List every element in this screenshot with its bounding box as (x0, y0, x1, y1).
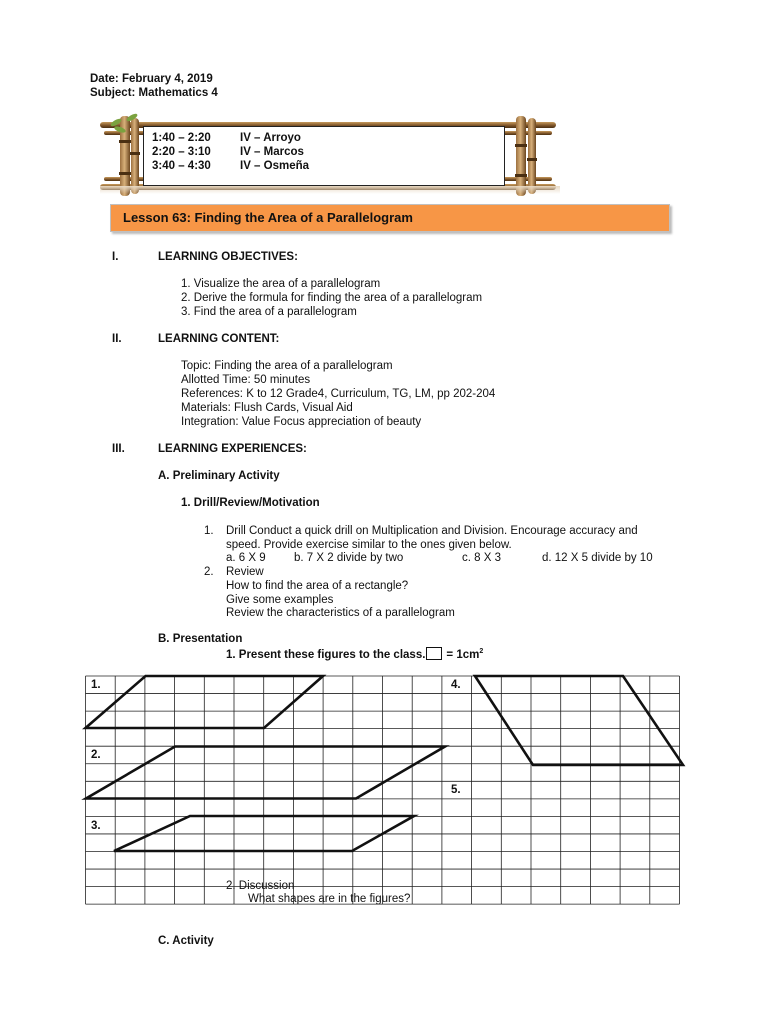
objective-item-3: 3. Find the area of a parallelogram (181, 306, 357, 318)
content-time: Allotted Time: 50 minutes (181, 374, 311, 386)
content-references: References: K to 12 Grade4, Curriculum, TG, LM, pp 202-204 (181, 388, 496, 400)
exercise-b: b. 7 X 2 divide by two (294, 552, 404, 564)
parallelogram-4 (475, 676, 683, 765)
schedule-time-2: 2:20 – 3:10 (152, 146, 211, 158)
objective-item-1: 1. Visualize the area of a parallelogram (181, 278, 381, 290)
content-integration: Integration: Value Focus appreciation of beauty (181, 416, 422, 428)
date-line: Date: February 4, 2019 (90, 73, 213, 85)
section3-title: LEARNING EXPERIENCES: (158, 443, 307, 455)
preliminary-activity-title: A. Preliminary Activity (158, 470, 280, 482)
present-text: 1. Present these figures to the class. (226, 649, 426, 661)
figure-label-2: 2. (91, 749, 101, 761)
schedule-time-3: 3:40 – 4:30 (152, 160, 211, 172)
activity-title: C. Activity (158, 935, 214, 947)
section1-title: LEARNING OBJECTIVES: (158, 251, 298, 263)
figure-label-3: 3. (91, 820, 101, 832)
section3-numeral: III. (112, 443, 125, 455)
subject-line: Subject: Mathematics 4 (90, 87, 218, 99)
schedule-section-2: IV – Marcos (240, 146, 304, 158)
section2-numeral: II. (112, 333, 122, 345)
drill-heading: 1. Drill/Review/Motivation (181, 497, 320, 509)
exercise-c: c. 8 X 3 (462, 552, 501, 564)
content-topic: Topic: Finding the area of a parallelogram (181, 360, 393, 372)
review-number: 2. (204, 566, 214, 578)
unit-superscript: 2 (479, 648, 484, 656)
discussion-title: 2. Discussion (226, 880, 295, 892)
review-line-4: Review the characteristics of a parallelogram (226, 607, 455, 619)
schedule-time-1: 1:40 – 2:20 (152, 132, 211, 144)
exercise-a: a. 6 X 9 (226, 552, 266, 564)
objective-item-2: 2. Derive the formula for finding the area of a parallelogram (181, 292, 483, 304)
parallelogram-2 (86, 747, 445, 799)
discussion-question: What shapes are in the figures? (248, 893, 411, 905)
exercise-d: d. 12 X 5 divide by 10 (542, 552, 653, 564)
unit-text: = 1cm (446, 649, 480, 661)
review-line-1: Review (226, 566, 264, 578)
content-materials: Materials: Flush Cards, Visual Aid (181, 402, 353, 414)
review-line-2: How to find the area of a rectangle? (226, 580, 409, 592)
lesson-title: Lesson 63: Finding the Area of a Parallelogram (123, 210, 413, 225)
figure-label-5: 5. (451, 784, 461, 796)
drill-line-2: speed. Provide exercise similar to the ones given below. (226, 539, 512, 551)
figure-label-1: 1. (91, 679, 101, 691)
schedule-section-1: IV – Arroyo (240, 132, 301, 144)
figure-label-4: 4. (451, 679, 461, 691)
drill-line-1: Drill Conduct a quick drill on Multiplication and Division. Encourage accuracy and (226, 525, 638, 537)
review-line-3: Give some examples (226, 594, 334, 606)
schedule-section-3: IV – Osmeña (240, 160, 310, 172)
presentation-title: B. Presentation (158, 633, 243, 645)
section2-title: LEARNING CONTENT: (158, 333, 280, 345)
drill-number: 1. (204, 525, 214, 537)
section1-numeral: I. (112, 251, 119, 263)
